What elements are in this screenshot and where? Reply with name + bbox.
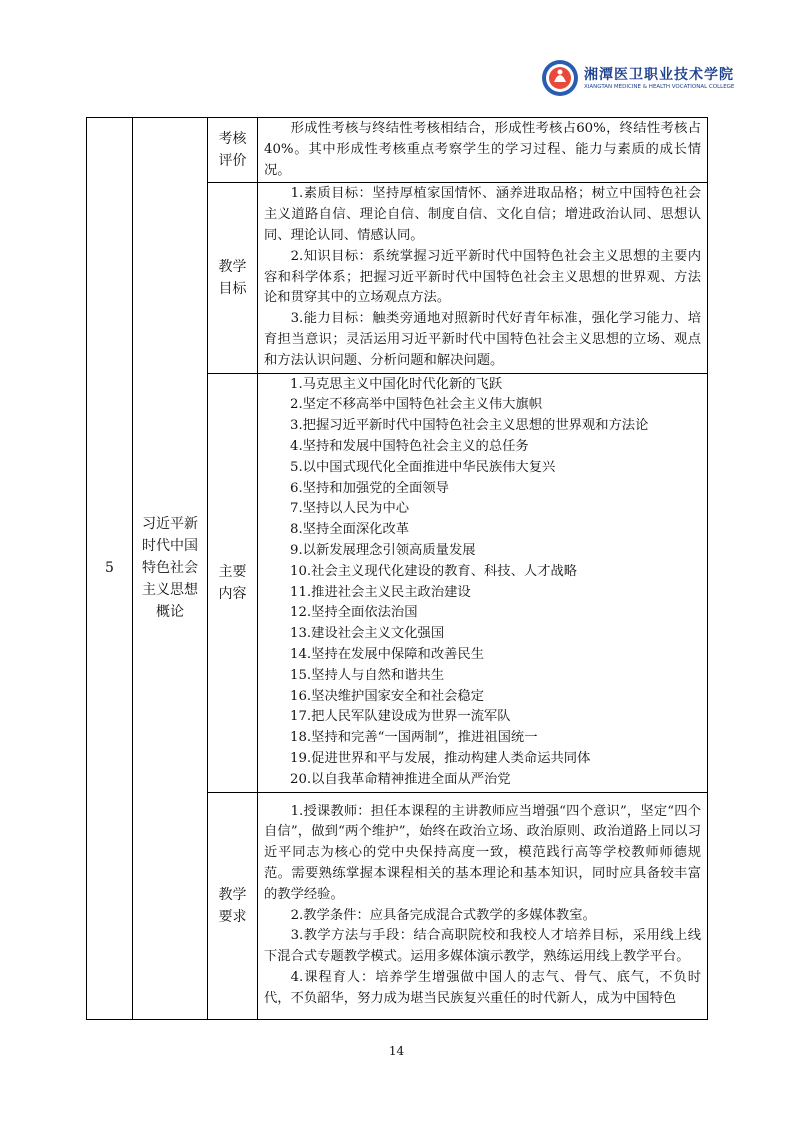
school-name-en: XIANGTAN MEDICINE & HEALTH VOCATIONAL COLLEGE bbox=[584, 84, 735, 90]
course-name: 习近平新时代中国特色社会主义思想概论 bbox=[133, 118, 208, 1020]
goal-quality: 1.素质目标：坚持厚植家国情怀、涵养进取品格；树立中国特色社会主义道路自信、理论自信、制度自信、文化自信；增进政治认同、思想认同、理论认同、情感认同。 bbox=[264, 186, 701, 243]
list-item: 7.坚持以人民为中心 bbox=[290, 501, 410, 517]
list-item: 9.以新发展理念引领高质量发展 bbox=[290, 542, 476, 558]
req-methods: 3.教学方法与手段：结合高职院校和我校人才培养目标，采用线上线下混合式专题教学模式。运用多媒体演示教学，熟练运用线上教学平台。 bbox=[264, 928, 701, 965]
list-item: 20.以自我革命精神推进全面从严治党 bbox=[290, 771, 511, 787]
req-education: 4.课程育人：培养学生增强做中国人的志气、骨气、底气，不负时代，不负韶华，努力成为堪当民族复兴重任的时代新人，成为中国特色 bbox=[264, 969, 701, 1006]
school-name-cn: 湘潭医卫职业技术学院 bbox=[584, 67, 734, 83]
requirements-text bbox=[258, 792, 708, 1019]
list-item: 8.坚持全面深化改革 bbox=[290, 522, 410, 538]
label-goals: 教学目标 bbox=[208, 183, 258, 373]
req-teacher: 1.授课教师：担任本课程的主讲教师应当增强“四个意识”，坚定“四个自信”，做到“两个维护”，始终在政治立场、政治原则、政治道路上同以习近平同志为核心的党中央保持高度一致，模范践行高等学校教师师德规范。需要熟练掌握本课程相关的基本理论和基本知识，同时应具备较丰富的教学经验。 bbox=[264, 803, 701, 902]
goal-ability: 3.能力目标：触类旁通地对照新时代好青年标准，强化学习能力、培育担当意识；灵活运用习近平新时代中国特色社会主义思想的立场、观点和方法认识问题、分析问题和解决问题。 bbox=[264, 311, 701, 368]
label-content: 主要内容 bbox=[208, 373, 258, 792]
list-item: 18.坚持和完善“一国两制”，推进祖国统一 bbox=[290, 730, 538, 746]
list-item: 5.以中国式现代化全面推进中华民族伟大复兴 bbox=[290, 459, 556, 475]
course-number: 5 bbox=[87, 118, 133, 1020]
goals-text bbox=[258, 183, 708, 373]
school-logo bbox=[540, 58, 740, 100]
list-item: 11.推进社会主义民主政治建设 bbox=[290, 584, 471, 600]
list-item: 3.把握习近平新时代中国特色社会主义思想的世界观和方法论 bbox=[290, 418, 649, 434]
list-item: 4.坚持和发展中国特色社会主义的总任务 bbox=[290, 438, 529, 454]
list-item: 15.坚持人与自然和谐共生 bbox=[290, 667, 445, 683]
content-list bbox=[258, 373, 708, 792]
course-table bbox=[86, 117, 708, 1020]
list-item: 12.坚持全面依法治国 bbox=[290, 605, 418, 621]
list-item: 2.坚定不移高举中国特色社会主义伟大旗帜 bbox=[290, 397, 543, 413]
goal-knowledge: 2.知识目标：系统掌握习近平新时代中国特色社会主义思想的主要内容和科学体系；把握习近平新时代中国特色社会主义思想的世界观、方法论和贯穿其中的立场观点方法。 bbox=[264, 248, 701, 306]
list-item: 13.建设社会主义文化强国 bbox=[290, 626, 445, 642]
list-item: 6.坚持和加强党的全面领导 bbox=[290, 480, 449, 496]
school-emblem-icon bbox=[540, 58, 580, 98]
list-item: 10.社会主义现代化建设的教育、科技、人才战略 bbox=[290, 563, 578, 579]
list-item: 14.坚持在发展中保障和改善民生 bbox=[290, 646, 485, 662]
list-item: 16.坚决维护国家安全和社会稳定 bbox=[290, 688, 485, 704]
list-item: 19.促进世界和平与发展，推动构建人类命运共同体 bbox=[290, 750, 591, 766]
label-requirements: 教学要求 bbox=[208, 792, 258, 1019]
list-item: 1.马克思主义中国化时代化新的飞跃 bbox=[290, 376, 503, 392]
assessment-text: 形成性考核与终结性考核相结合，形成性考核占60%，终结性考核占40%。其中形成性考核重点考察学生的学习过程、能力与素质的成长情况。 bbox=[258, 118, 708, 183]
list-item: 17.把人民军队建设成为世界一流军队 bbox=[290, 709, 511, 725]
req-conditions: 2.教学条件：应具备完成混合式教学的多媒体教室。 bbox=[290, 907, 596, 923]
row-assessment bbox=[87, 118, 708, 183]
page-number: 14 bbox=[388, 1044, 405, 1058]
label-assessment: 考核评价 bbox=[208, 118, 258, 183]
